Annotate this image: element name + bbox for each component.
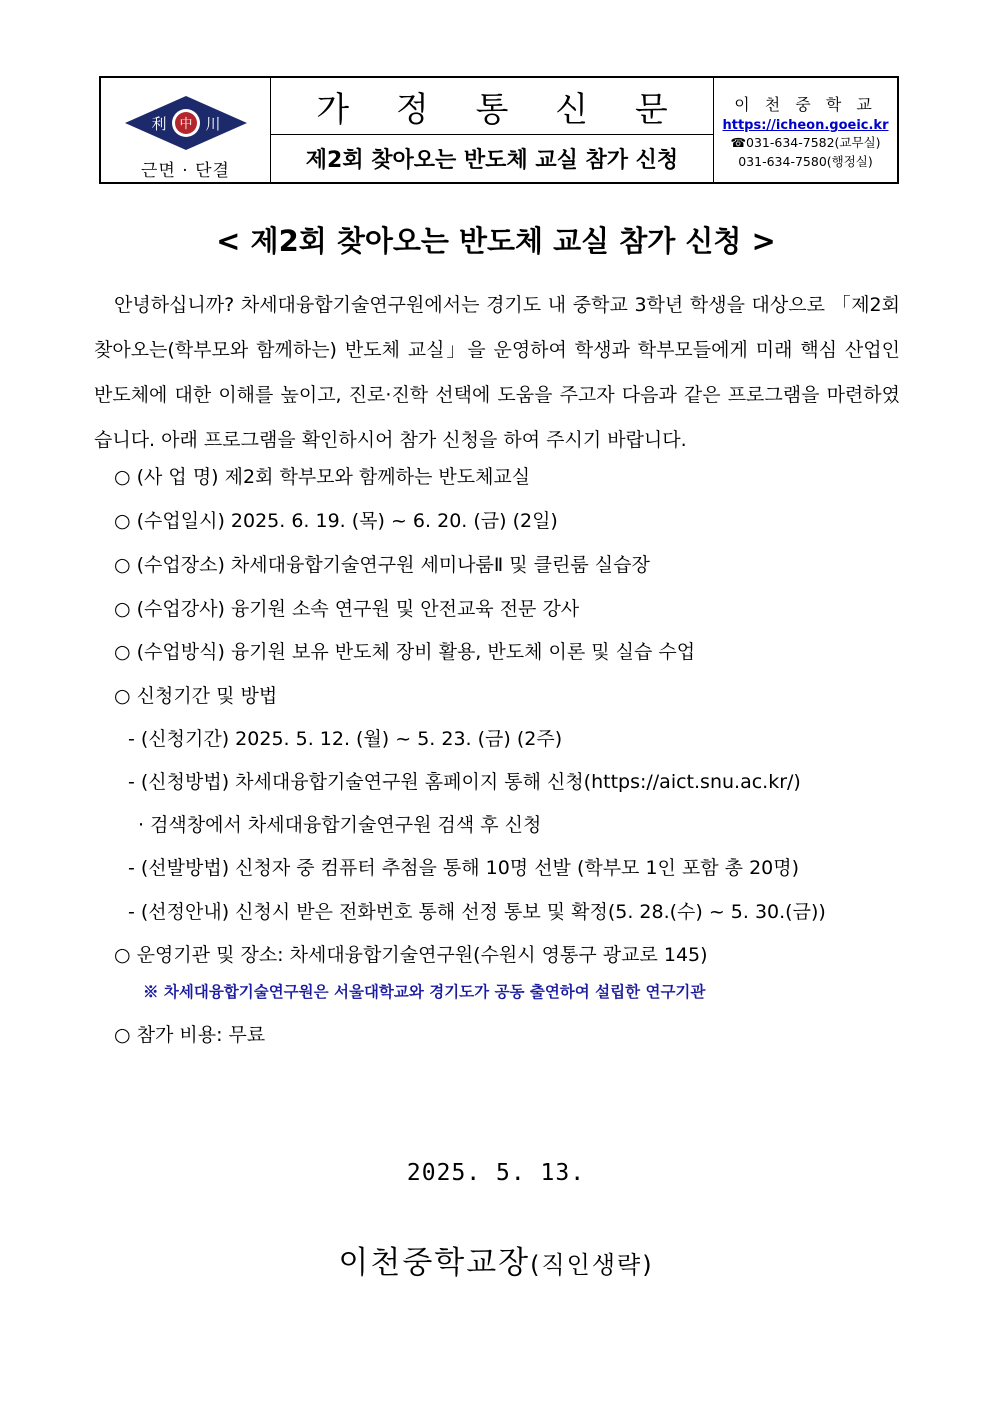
school-url-link[interactable]: https://icheon.goeic.kr: [722, 118, 889, 133]
item-application-heading: ○ 신청기간 및 방법: [114, 685, 278, 707]
item-program-name: ○ (사 업 명) 제2회 학부모와 함께하는 반도체교실: [114, 466, 531, 488]
school-tel-1: ☎031-634-7582(교무실): [730, 135, 881, 150]
item-instructor: ○ (수업강사) 융기원 소속 연구원 및 안전교육 전문 강사: [114, 598, 580, 620]
signature-note: (직인생략): [530, 1251, 654, 1279]
item-location: ○ (수업장소) 차세대융합기술연구원 세미나룸Ⅱ 및 클린룸 실습장: [114, 554, 650, 576]
newsletter-subtitle: 제2회 찾아오는 반도체 교실 참가 신청: [305, 148, 679, 173]
item-method: ○ (수업방식) 융기원 보유 반도체 장비 활용, 반도체 이론 및 실습 수업: [114, 641, 696, 663]
school-motto: 근면 · 단결: [141, 161, 230, 181]
item-schedule: ○ (수업일시) 2025. 6. 19. (목) ~ 6. 20. (금) (2일): [114, 510, 558, 532]
intro-text: 안녕하십니까? 차세대융합기술연구원에서는 경기도 내 중학교 3학년 학생을 대상으로 「제2회 찾아오는(학부모와 함께하는) 반도체 교실」을 운영하여 학생과 학부모들에게 미래 핵심 산업인 반도체에 대한 이해를 높이고, 진로·진학 선택에 도움을 주고자 다음과 같은 프로그램을 마련하였습니다. 아래 프로그램을 확인하시어 참가 신청을 하여 주시기 바랍니다.: [94, 294, 900, 451]
title-cell: [271, 78, 714, 182]
header-table: [99, 76, 899, 184]
issue-date: 2025. 5. 13.: [406, 1160, 586, 1186]
school-tel-2: 031-634-7580(행정실): [738, 154, 873, 169]
school-logo-cell: [101, 78, 271, 182]
item-selection-method: - (선발방법) 신청자 중 컴퓨터 추첨을 통해 10명 선발 (학부모 1인 포함 총 20명): [128, 857, 800, 879]
item-application-method: - (신청방법) 차세대융합기술연구원 홈페이지 통해 신청(https://aict.snu.ac.kr/): [128, 771, 801, 793]
item-selection-notice: - (선정안내) 신청시 받은 전화번호 통해 선정 통보 및 확정(5. 28.(수) ~ 5. 30.(금)): [128, 901, 826, 923]
institute-note: ※ 차세대융합기술연구원은 서울대학교와 경기도가 공동 출연하여 설립한 연구기관: [143, 982, 706, 1001]
item-organizer: ○ 운영기관 및 장소: 차세대융합기술연구원(수원시 영통구 광교로 145): [114, 944, 708, 966]
signature-name: 이천중학교장: [338, 1245, 531, 1281]
school-name: 이 천 중 학 교: [734, 95, 877, 114]
item-fee: ○ 참가 비용: 무료: [114, 1024, 266, 1046]
logo-char-center: 中: [179, 117, 193, 132]
school-info-cell: [714, 78, 897, 182]
intro-paragraph: [94, 283, 900, 463]
logo-char-right: 川: [205, 115, 221, 133]
logo-char-left: 利: [151, 115, 167, 133]
item-application-period: - (신청기간) 2025. 5. 12. (월) ~ 5. 23. (금) (2주): [128, 728, 563, 750]
school-emblem-icon: [123, 94, 249, 152]
item-search-note: · 검색창에서 차세대융합기술연구원 검색 후 신청: [138, 814, 542, 836]
signature: [0, 1237, 992, 1282]
newsletter-title: 가 정 통 신 문: [271, 78, 713, 135]
main-title: < 제2회 찾아오는 반도체 교실 참가 신청 >: [216, 224, 776, 258]
